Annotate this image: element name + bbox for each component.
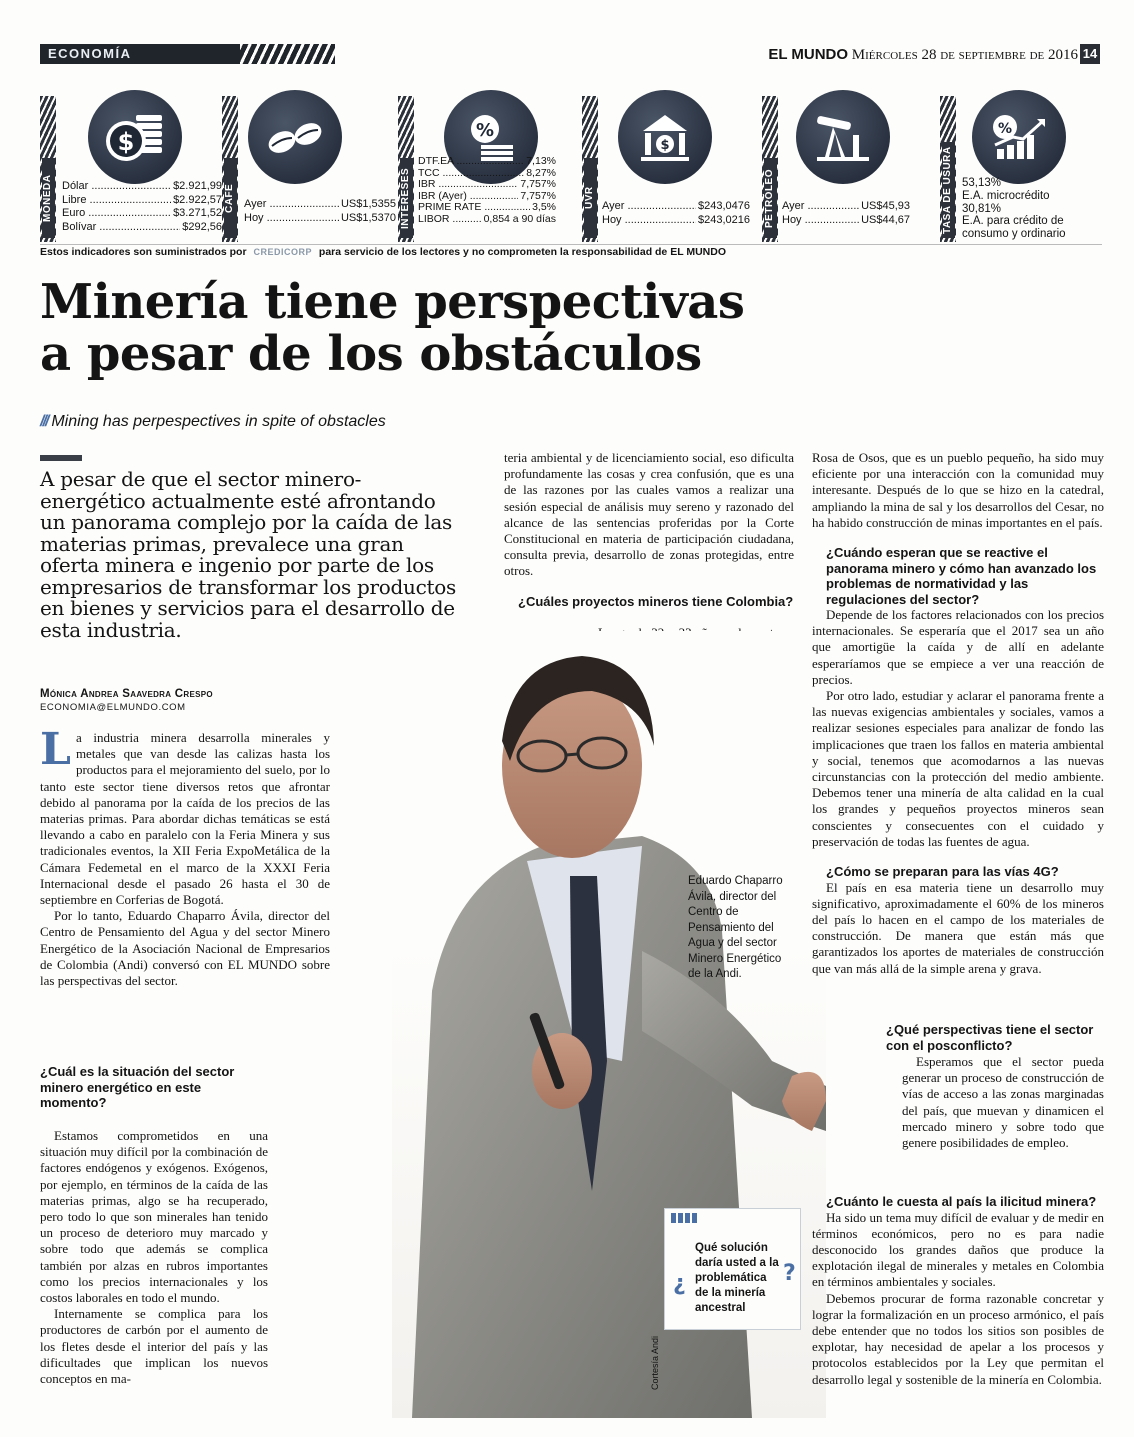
indicator-lines: 53,13% E.A. microcrédito 30,81% E.A. para crédito de consumo y ordinario (962, 177, 1066, 241)
indicator-label: INTERESES (400, 158, 413, 238)
dropcap: L (40, 724, 71, 775)
svg-text:$: $ (660, 138, 670, 153)
poll-open-mark: ¿ (673, 1271, 686, 1296)
column-1-lower (40, 1064, 258, 1111)
question: ¿Cuál es la situación del sector minero energético en este momento? (40, 1064, 235, 1110)
subtitle: /// Mining has perpespectives in spite of obstacles (40, 413, 386, 430)
indicator-rows: Ayer ..... $243,0476 Hoy ..... $243,0216 (602, 200, 750, 227)
paragraph: Depende de los factores relacionados con los precios internacionales. Se esperaría que el 2017 sea un año que amortigüe la caída y de allí en adelante esperaríamos que se empiece a ver una reacción de precios. (812, 607, 1104, 687)
question: ¿Cómo se preparan para las vías 4G? (826, 864, 1059, 880)
column-1 (40, 724, 330, 989)
lead-marker (40, 455, 82, 461)
paragraph: Esperamos que el sector pueda generar un proceso de construcción de vías de acceso a las zonas marginadas del país, que muevan y dinamicen el mercado minero y sobre todo que genere posibilidades de empleo. (902, 1054, 1104, 1151)
indicator-tasa-usura (940, 96, 1102, 242)
indicator-rows: Ayer ..... US$1,5355 Hoy ..... US$1,5370 (244, 198, 396, 225)
indicator-uvr (582, 96, 754, 242)
photo-caption: Eduardo Chaparro Ávila, director del Centro de Pensamiento del Agua y del sector Minero Energético de la Andi. (688, 875, 783, 980)
question: ¿Cuáles proyectos mineros tiene Colombia? (518, 593, 794, 609)
indicator-bar (940, 96, 956, 242)
poll-question: Qué solución daría usted a la problemática de la minería ancestral (695, 1242, 779, 1314)
indicator-bar (40, 96, 56, 242)
indicator-label: PETRÓLEO (764, 158, 777, 238)
paragraph: El país en esa materia tiene un desarrollo muy significativo, aproximadamente el 60% de los mineros del país lo hacen en el campo de los materiales de construcción. De manera que están más que garantizados los aportes de materiales de construcción que van más allá de la simple arena y grava. (812, 879, 1104, 976)
indicator-bar (582, 96, 598, 242)
indicator-moneda (40, 96, 222, 242)
photo-credit: Cortesía Andi (650, 1336, 660, 1391)
paragraph: Debemos procurar de forma razonable concretar y lograr la formalización en un proceso armónico, el país debe entender que no todos los sitios son posibles de explotar, hay necesidad de apelar a los procesos y protocolos establecidos por la Ley que permitan el desarrollo legal y sostenible de la minería en Colombia. (812, 1290, 1104, 1387)
masthead (768, 45, 1078, 65)
author-email: ECONOMIA@ELMUNDO.COM (40, 702, 186, 713)
column-3-a5 (812, 1054, 1104, 1151)
indicator-bar (762, 96, 778, 242)
svg-text:$: $ (117, 128, 135, 156)
indicator-bar (222, 96, 238, 242)
paragraph: Por otro lado, estudiar y aclarar el panorama frente a las nuevas exigencias ambientales y sociales, vamos a realizar sesiones especiales para analizar de fondo las implicaciones que traen los fallos en materia ambiental y social, tenemos que acomodarnos a las nuevas circunstancias con la protección del medio ambiente. Debemos tener una minería de alta calidad en la cual los grandes y pequeños proyectos mineros sean conscientes y consecuentes con el cuidado y preservación de todas las fuentes de agua. (812, 688, 1104, 849)
oil-pump-icon (796, 90, 890, 184)
headline: Minería tiene perspectivas a pesar de los obstáculos (40, 274, 745, 382)
question: ¿Cuándo esperan que se reactive el panorama minero y cómo han avanzado los problemas de normatividad y las regulaciones del sector? (826, 545, 1097, 607)
svg-text:%: % (475, 120, 495, 141)
column-2 (504, 450, 794, 609)
poll-header-mark (671, 1213, 699, 1223)
page-number: 14 (1080, 44, 1100, 64)
reader-poll-box (664, 1208, 801, 1330)
credicorp-logo: CREDICORP (253, 247, 312, 257)
indicator-bar (398, 96, 414, 242)
poll-close-mark: ? (783, 1261, 796, 1286)
svg-text:%: % (997, 121, 1013, 137)
paragraph: Rosa de Osos, que es un pueblo pequeño, ha sido muy eficiente por una interacción con la comunidad muy interesante. Después de lo que se hizo en la catedral, ampliando la mina de sal y los desarrollos del Cesar, no ha habido construcción de minas importantes en el país. (812, 450, 1104, 530)
section-tab (40, 44, 335, 64)
paragraph: Internamente se complica para los productores de carbón por el aumento de los fletes desde el interior del país y las dificultades que implican los nuevos conceptos en ma- (40, 1306, 268, 1387)
question: ¿Qué perspectivas tiene el sector con el posconflicto? (886, 1022, 1094, 1053)
indicator-label: MONEDA (42, 158, 55, 238)
indicator-cafe (222, 96, 394, 242)
question: ¿Cuánto le cuesta al país la ilicitud minera? (826, 1194, 1097, 1209)
paragraph: Por lo tanto, Eduardo Chaparro Ávila, director del Centro de Pensamiento del Agua y del sector Minero Energético de la Asociación Nacional de Empresarios de Colombia (Andi) conversó con EL MUNDO sobre las perspectivas del sector. (40, 908, 330, 989)
indicator-petroleo (762, 96, 932, 242)
paragraph: La industria minera desarrolla minerales y metales que van desde las calizas hasta los productos para el mejoramiento del suelo, por lo tanto este sector tiene diversos retos que afrontar debido al panorama por la caída de los precios de las materias primas. Para abordar dichas temáticas se está llevando a cabo en paralelo con la Feria Minera y sus tradicionales eventos, la XII Feria ExpoMetálica de la Cámara Fedemetal en el marco de la XXXI Feria Internacional desde el pasado 26 hasta el 30 de septiembre en Corferias de Bogotá. (40, 724, 330, 908)
column-1-answer (40, 1128, 268, 1387)
column-3-lower (812, 1194, 1104, 1388)
subtitle-marks: /// (40, 413, 48, 430)
paragraph: teria ambiental y de licenciamiento social, eso dificulta profundamente las cosas y crea confusión, que es una de las razones por las cuales vamos a realizar una sesión especial de análisis muy sereno y razonado del alcance de las sentencias proferidas por la Corte Constitucional en materia de participación ciudadana, consulta previa, desarrollo de zonas protegidas, entre otros. (504, 450, 794, 579)
indicator-label: CAFÉ (224, 158, 237, 238)
growth-percent-icon (972, 90, 1066, 184)
byline: Mónica Andrea Saavedra Crespo (40, 688, 213, 700)
paper-name: EL MUNDO (768, 46, 849, 63)
indicator-rows: Dólar ..... $2.921,99 Libre ..... $2.922,57 Euro ..... $3.271,52 Bolívar ..... $292,56 (62, 180, 222, 234)
paragraph: Estamos comprometidos en una situación muy difícil por la combinación de factores endógenos y exógenos. Exógenos, por ejemplo, en términos de la caída de las materias primas, algo se ha recuperado, pero todo lo que son minerales han tenido un proceso de deterioro muy marcado y sobre todo que además se complica también por alzas en rubros importantes como los precios internacionales y los costos laborales en todo el mundo. (40, 1128, 268, 1306)
coffee-beans-icon (248, 90, 342, 184)
indicator-rows: DTF.EA ..... 7,13% TCC ..... 8,27% IBR ..... 7,757% IBR (Ayer) ..... 7,757% PRIME RATE ..... 3,5% LIBOR ..... 0,854 a 90 días (418, 156, 556, 225)
indicators-disclaimer: Estos indicadores son suministrados por CREDICORP para servicio de los lectores y no comprometen la responsabilidad de EL MUNDO (40, 244, 1102, 259)
column-3 (812, 450, 1104, 977)
column-3-q5 (886, 1022, 1104, 1053)
building-money-icon (618, 90, 712, 184)
indicator-label: UVR (584, 158, 597, 238)
issue-date: Miércoles 28 de septiembre de 2016 (851, 47, 1078, 63)
coins-dollar-icon (88, 90, 182, 184)
lead-paragraph: A pesar de que el sector minero-energético actualmente esté afrontando un panorama complejo por la caída de las materias primas, prevalece una gran oferta minera e ingenio por parte de los empresarios de transformar los productos en bienes y servicios para el desarrollo de esta industria. (40, 467, 456, 642)
indicator-rows: Ayer ..... US$45,93 Hoy ..... US$44,67 (782, 200, 910, 227)
indicator-intereses (398, 96, 566, 242)
section-label: ECONOMÍA (40, 44, 240, 64)
indicator-label: TASA DE USURA (942, 142, 955, 238)
paragraph: Ha sido un tema muy difícil de evaluar y de medir en términos económicos, pero no es para nadie desconocido los grandes daños que produce la explotación ilegal de minerales y metales en Colombia en términos ambientales y sociales. (812, 1209, 1104, 1290)
